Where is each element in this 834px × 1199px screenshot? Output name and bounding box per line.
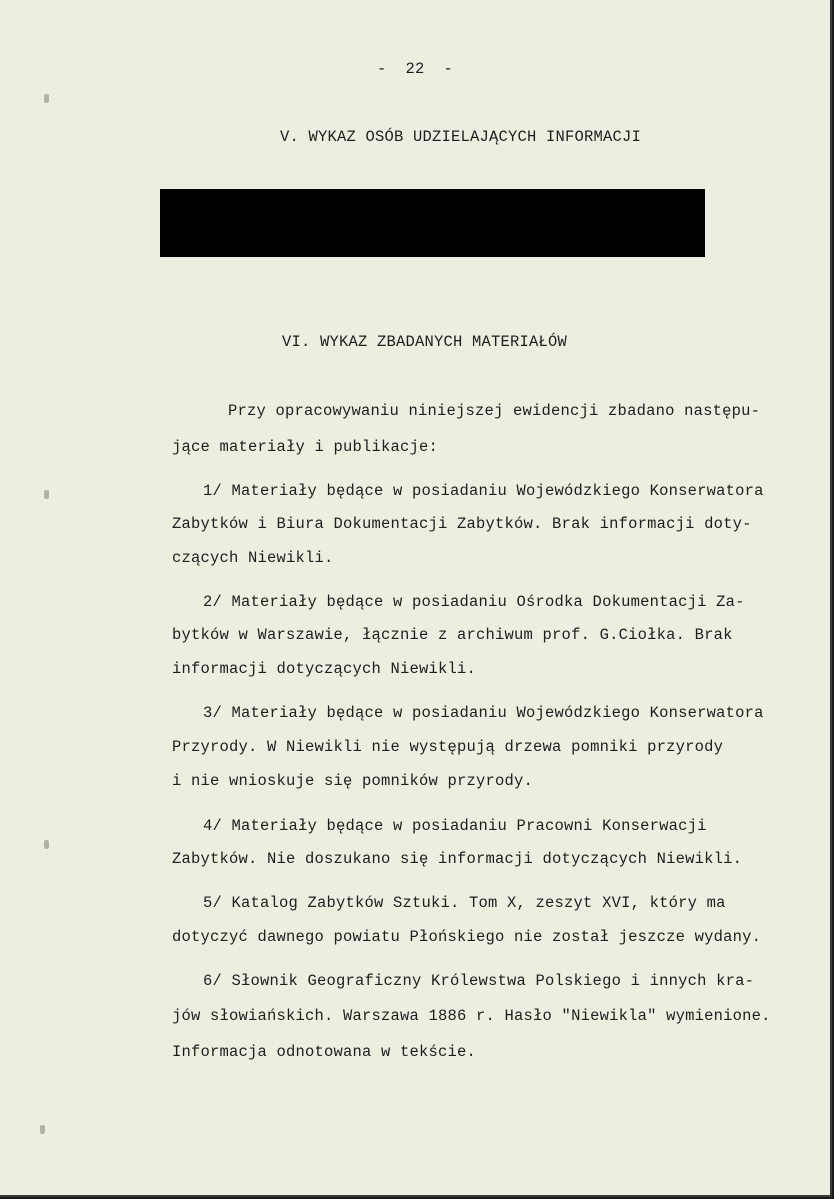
item-line: Zabytków i Biura Dokumentacji Zabytków. Brak informacji doty- <box>172 515 752 533</box>
item-line: 6/ Słownik Geograficzny Królewstwa Polskiego i innych kra- <box>203 972 755 990</box>
item-line: 2/ Materiały będące w posiadaniu Ośrodka Dokumentacji Za- <box>203 593 745 611</box>
item-line: czących Niewikli. <box>172 549 334 567</box>
page-number: - 22 - <box>376 60 453 78</box>
section-vi-heading: VI. WYKAZ ZBADANYCH MATERIAŁÓW <box>282 333 568 351</box>
punch-hole-mark <box>44 94 49 103</box>
item-line: informacji dotyczących Niewikli. <box>172 660 477 678</box>
section-v-heading: V. WYKAZ OSÓB UDZIELAJĄCYCH INFORMACJI <box>280 128 642 146</box>
intro-line: jące materiały i publikacje: <box>172 438 439 456</box>
item-line: 1/ Materiały będące w posiadaniu Wojewódzkiego Konserwatora <box>203 482 764 500</box>
redaction-block <box>160 189 705 257</box>
intro-line: Przy opracowywaniu niniejszej ewidencji zbadano następu- <box>228 402 761 420</box>
item-line: Przyrody. W Niewikli nie występują drzewa pomniki przyrody <box>172 738 724 756</box>
item-line: Informacja odnotowana w tekście. <box>172 1043 477 1061</box>
item-line: Zabytków. Nie doszukano się informacji dotyczących Niewikli. <box>172 850 743 868</box>
item-line: 4/ Materiały będące w posiadaniu Pracowni Konserwacji <box>203 817 707 835</box>
item-line: dotyczyć dawnego powiatu Płońskiego nie został jeszcze wydany. <box>172 928 762 946</box>
item-line: jów słowiańskich. Warszawa 1886 r. Hasło "Niewikla" wymienione. <box>172 1007 771 1025</box>
punch-hole-mark <box>44 490 49 499</box>
item-line: 5/ Katalog Zabytków Sztuki. Tom X, zeszyt XVI, który ma <box>203 894 726 912</box>
item-line: bytków w Warszawie, łącznie z archiwum prof. G.Ciołka. Brak <box>172 626 733 644</box>
item-line: i nie wnioskuje się pomników przyrody. <box>172 772 534 790</box>
item-line: 3/ Materiały będące w posiadaniu Wojewódzkiego Konserwatora <box>203 704 764 722</box>
punch-hole-mark <box>44 840 49 849</box>
punch-hole-mark <box>40 1125 45 1134</box>
